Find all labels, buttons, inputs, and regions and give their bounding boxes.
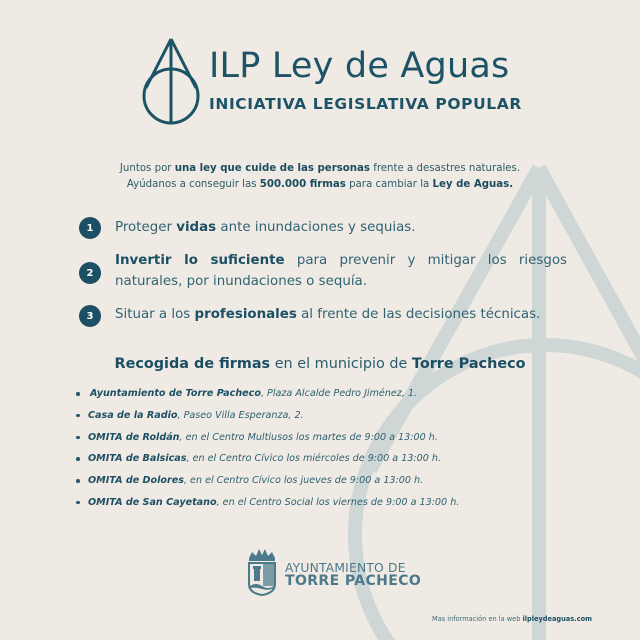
bullet-icon	[76, 479, 80, 483]
collection-title: Recogida de firmas en el municipio de Torre Pacheco	[114, 356, 526, 372]
page-subtitle: INICIATIVA LEGISLATIVA POPULAR	[209, 95, 522, 113]
intro-line-1: Juntos por una ley que cuide de las personas frente a desastres naturales.	[119, 163, 521, 174]
website-link[interactable]: ilpleydeaguas.com	[522, 615, 592, 623]
list-item: Ayuntamiento de Torre Pacheco, Plaza Alcalde Pedro Jiménez, 1.	[76, 387, 459, 409]
list-item: OMITA de Roldán, en el Centro Multiusos los martes de 9:00 a 13:00 h.	[76, 431, 459, 453]
number-badge: 3	[79, 305, 101, 327]
goal-text: Proteger vidas ante inundaciones y sequias.	[115, 220, 416, 235]
sponsor-line-2: TORRE PACHECO	[285, 573, 422, 589]
list-item: OMITA de Balsicas, en el Centro Cívico los miércoles de 9:00 a 13:00 h.	[76, 452, 459, 474]
list-item: OMITA de San Cayetano, en el Centro Social los viernes de 9:00 a 13:00 h.	[76, 496, 459, 518]
list-item: Casa de la Radio, Paseo Villa Esperanza, 2.	[76, 409, 459, 431]
number-badge: 1	[79, 217, 101, 239]
list-item: OMITA de Dolores, en el Centro Cívico los jueves de 9:00 a 13:00 h.	[76, 474, 459, 496]
bullet-icon	[76, 501, 80, 505]
bullet-icon	[76, 392, 80, 396]
coat-of-arms-icon	[246, 546, 278, 596]
sponsor-line-1: AYUNTAMIENTO DE	[285, 561, 406, 575]
goal-text: Invertir lo suficiente para prevenir y mitigar los riesgos naturales, por inundaciones o sequía.	[115, 253, 567, 289]
bullet-icon	[76, 414, 80, 418]
locations-list	[76, 387, 459, 518]
intro-line-2: Ayúdanos a conseguir las 500.000 firmas para cambiar la Ley de Aguas.	[126, 179, 514, 190]
page-title: ILP Ley de Aguas	[209, 46, 510, 86]
goal-text: Situar a los profesionales al frente de las decisiones técnicas.	[115, 307, 541, 322]
bullet-icon	[76, 457, 80, 461]
drop-triangle-circle-logo-icon	[140, 36, 202, 126]
footer-info: Mas información en la web ilpleydeaguas.com	[432, 615, 592, 623]
bullet-icon	[76, 436, 80, 440]
number-badge: 2	[79, 262, 101, 284]
